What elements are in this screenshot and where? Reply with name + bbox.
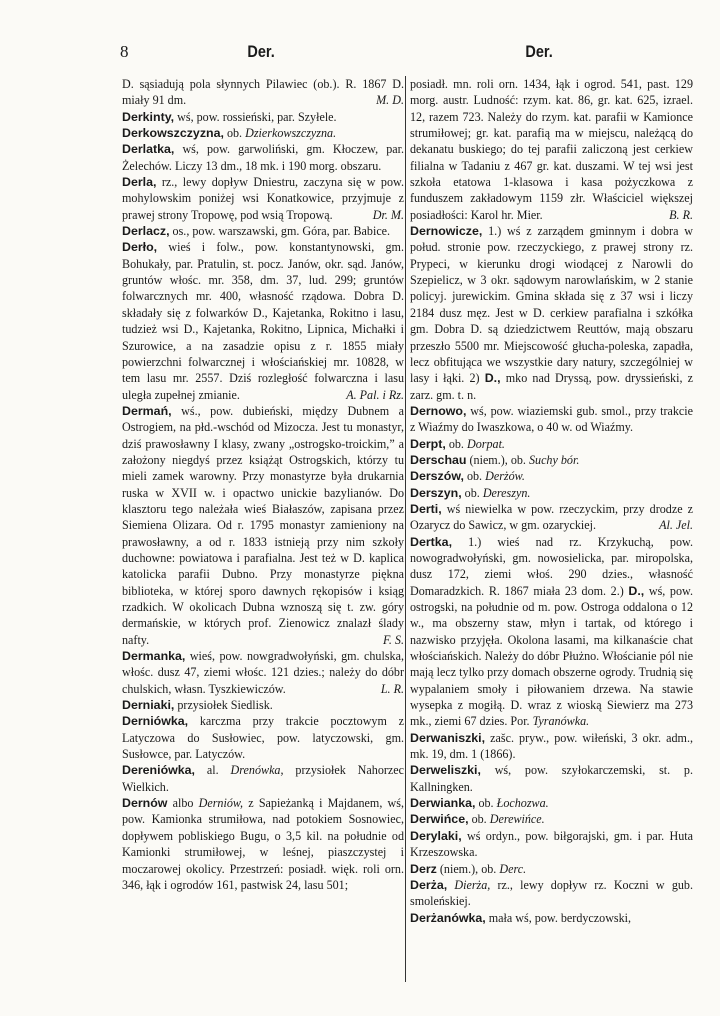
entry-headword: Derschau (410, 452, 467, 467)
dictionary-entry (410, 877, 693, 910)
entry-reference: Derc. (499, 861, 527, 876)
entry-text: ob. (461, 485, 483, 500)
dictionary-entry (410, 223, 693, 403)
entry-reference: Łochozwa. (496, 796, 549, 811)
entry-headword: Derylaki, (410, 828, 462, 843)
author-signature: Dr. M. (372, 207, 404, 222)
dictionary-entry (122, 403, 404, 648)
entry-headword: Derwaniszki, (410, 730, 486, 745)
entry-text: ob. (445, 436, 467, 451)
left-column (122, 76, 404, 893)
entry-headword: Derwińce, (410, 812, 469, 827)
entry-text: wś, pow. ostrogski, na południe od m. pow. Ostroga oddalona o 12 w., ma obszerny staw, młyn i tartak, od którego i nazwisko przyjęła. Okolona lasami, ma kilkanaście chat włościańskich. Należy do dóbr Płużno. Włościanie pól nie mają lecz tylko przy domach obszerne ogrody. Trudnią się wypalaniem smoły i piłowaniem drzewa. Na stawie wysepka z mogiłą. D. wraz z wioską Siewierz ma 273 mk., ziemi 67 dzies. Por. (410, 583, 693, 729)
right-column (410, 76, 693, 926)
dictionary-entry (122, 795, 404, 893)
dictionary-entry (122, 223, 404, 239)
dictionary-entry (122, 762, 404, 795)
entry-text: ob. (475, 796, 497, 811)
entry-text: wś, pow. rossieński, par. Szyłele. (174, 109, 337, 124)
dictionary-entry (122, 125, 404, 141)
entry-reference: Tyranówka. (532, 714, 590, 729)
entry-text: 1.) wś z zarządem gminnym i dobra w połud. stronie pow. rzeczyckiego, z prawej strony rz. Prypeci, w kierunku drogi wiodącej z Narowli do Szepielicz, w 3 okr. sądowym narowlańskim, w 2 stanie policyj. jurewickim. Gmina składa się z 37 wsi i liczy 2184 dusz męz. Jest w D. cerkiew parafialna i szkółka gm. Dobra D. są dziedzictwem Reuttów, mają obszaru przeszło 5500 mr. Miejscowość głucha-poleska, zapadła, lecz obfitująca we wszystkie dary natury, szczególniej w lasy i łąki. 2) (410, 224, 693, 386)
entry-text: mko nad Dryssą, pow. dryssieński, z zarz. gm. t. n. (410, 371, 693, 402)
entry-text: wś niewielka w pow. rzeczyckim, przy drodze z Ozarycz do Sawicz, w gm. ozaryckiej. (410, 501, 693, 533)
entry-headword: Derz (410, 861, 437, 876)
dictionary-entry (410, 730, 693, 763)
author-signature: Al. Jel. (659, 518, 693, 533)
entry-text: wś ordyn., pow. biłgorajski, gm. i par. Huta Krzeszowska. (410, 828, 693, 860)
dictionary-entry (122, 713, 404, 762)
dictionary-entry (410, 436, 693, 452)
entry-headword: Derlacz, (122, 224, 170, 239)
dictionary-entry (122, 141, 404, 174)
entry-text: mała wś, pow. berdyczowski, (485, 910, 632, 925)
dictionary-entry (122, 109, 404, 125)
entry-text: posiadł. mn. roli orn. 1434, łąk i ogrod. 541, past. 129 morg. austr. Ludność: rzym. kat. 86, gr. kat. 625, izrael. 12, razem 723. Należy do rzym. kat. parafii w Kamionce strumiłowej; gr. kat. parafią ma w miejscu, należącą do dekanatu buskiego; do tej parafii zaliczoną jest cerkiew filialna w Tadaniu z 467 gr. kat. duszami. W tej wsi jest szkoła etatowa 1-klasowa i kasa pożyczkowa z funduszem zakładowym 1159 złr. Właściciel większej posiadłości: Karol hr. Mier. (410, 77, 693, 222)
author-signature: M. D. (376, 93, 404, 108)
entry-headword: Derweliszki, (410, 763, 481, 778)
entry-text: wś, pow. szyłokarczemski, st. p. Kallningken. (410, 763, 693, 794)
dictionary-entry (410, 468, 693, 484)
entry-text: wieś, pow. nowgradwołyński, gm. chulska, włośc. dusz 47, ziemi włośc. 121 dzies.; należy do dóbr chulskich, własn. Tyszkiewiczów. (122, 649, 404, 696)
entry-headword: Derwianka, (410, 796, 476, 811)
entry-text: ob. (463, 469, 486, 484)
entry-reference: Dereszyn. (482, 485, 531, 500)
entry-reference: Derewińce. (489, 812, 545, 827)
entry-headword: Derszyn, (410, 485, 462, 500)
entry-headword: Derża, (410, 877, 448, 892)
running-head-right: Der. (525, 42, 553, 61)
entry-headword: Dermań, (122, 403, 172, 418)
entry-text: rz., lewy dopływ rz. Koczni w gub. smoleńskiej. (410, 877, 693, 909)
dictionary-entry (410, 795, 693, 811)
entry-headword: Dernowicze, (410, 224, 483, 239)
entry-reference: Dorpat. (466, 436, 505, 451)
dictionary-entry (122, 648, 404, 697)
entry-text: ob. (223, 126, 246, 141)
entry-text: (niem.), ob. (466, 452, 529, 467)
entry-headword: Dernowo, (410, 403, 467, 418)
entry-text: 1.) wieś nad rz. Krzykuchą, pow. nowogradwołyński, gm. nowosielicka, par. miropolska, dusz 172, ziemi włoś. 290 dzies., własność Domaradzkich. R. 1867 miała 23 dom. 2.) (410, 534, 693, 598)
entry-reference: Dzierkowszczyzna. (245, 126, 337, 141)
entry-headword: Derti, (410, 501, 442, 516)
running-head-left: Der. (247, 42, 275, 61)
entry-reference: Derżów. (485, 469, 525, 484)
dictionary-entry (410, 861, 693, 877)
entry-text: wś., pow. dubieński, między Dubnem a Ostrogiem, na płd.-wschód od Mizocza. Jest tu monastyr, dziś prawosławny I klasy, zwany „ostrogsko-troickim,” a założony niegdyś przez książąt Ostrogskich, którzy tu mieli zamek warowny. Przy monastyrze była drukarnia ruska w XVII w. i opactwo unickie bazylianów. Do klasztoru tego należała wieś Białaszów, zapisana przez Siemiena Olizara. Od r. 1795 monastyr zamieniony na prawosławny, a od r. 1833 istnieją przy nim szkoły duchowne: powiatowa i parafialna. Jest też w D. kaplica katolicka parafii Dubno. Przy monastyrze piękna biblioteka, w której sporo dawnych rękopisów i ksiąg rzadkich. W okolicach Dubna wznoszą się t. zw. góry dermańskie, w których prof. Zienowicz znalazł ślady nafty. (122, 403, 404, 647)
entry-text: przysiołek Nahorzec Wielkich. (122, 763, 404, 794)
entry-text: z Sapieżanką i Majdanem, wś, pow. Kamionka strumiłowa, nad potokiem Sosnowiec, dopływem pobliskiego Bugu, o 3,5 kil. na południe od Kamionki strumiłowej, w leśnej, piaszczystej i moczarowej okolicy. Przestrzeń: posiadł. więk. roli orn. 346, łąk i ogrodów 161, pastwisk 24, lasu 501; (122, 796, 404, 892)
entry-headword: Dermanka, (122, 649, 186, 664)
dictionary-entry (410, 534, 693, 730)
entry-text: albo (167, 796, 199, 811)
entry-headword: Derpt, (410, 436, 446, 451)
entry-text: zašc. pryw., pow. wiłeński, 3 okr. adm., mk. 19, dm. 1 (1866). (410, 730, 693, 762)
entry-headword: Dertka, (410, 534, 453, 549)
entry-headword: Derniaki, (122, 698, 175, 713)
dictionary-entry (410, 501, 693, 534)
entry-headword: Derlatka, (122, 142, 175, 157)
entry-text: wś, pow. wiaziemski gub. smol., przy trakcie z Wiaźmy do Iwaszkowa, o 40 w. od Wiaźmy. (410, 403, 693, 435)
dictionary-entry (410, 485, 693, 501)
entry-subheadword: D., (484, 371, 501, 386)
author-signature: A. Pal. i Rz. (346, 387, 404, 402)
dictionary-entry (122, 239, 404, 402)
entry-reference: Suchy bór. (528, 452, 580, 467)
entry-headword: Derkowszczyzna, (122, 126, 224, 141)
entry-text: rz., lewy dopływ Dniestru, zaczyna się w pow. mohylowskim poniżej wsi Konatkowice, przyjmuje z prawej strony Tropowę, pod wsią Tropową. (122, 175, 404, 222)
dictionary-entry (410, 452, 693, 468)
entry-text: (niem.), ob. (436, 861, 500, 876)
entry-headword: Derniówka, (122, 714, 189, 729)
column-divider (405, 76, 406, 982)
entry-text: przysiołek Siedlisk. (174, 698, 273, 713)
dictionary-entry (410, 811, 693, 827)
author-signature: B. R. (669, 207, 693, 222)
entry-text: wś, pow. garwoliński, gm. Kłoczew, par. Żelechów. Liczy 13 dm., 18 mk. i 190 morg. obszaru. (122, 142, 404, 173)
dictionary-entry (410, 910, 693, 926)
entry-text: al. (195, 763, 231, 778)
page-number: 8 (120, 42, 129, 61)
author-signature: F. S. (383, 632, 404, 647)
entry-reference: Derniów, (198, 796, 244, 811)
entry-text: karczma przy trakcie pocztowym z Latyczowa do Susłowiec, pow. latyczowski, gm. Susłowce, par. Latyczów. (122, 714, 404, 762)
dictionary-entry (410, 76, 693, 223)
entry-text: ob. (468, 812, 490, 827)
dictionary-entry (122, 76, 404, 109)
entry-headword: Dereniówka, (122, 763, 195, 778)
entry-headword: Derszów, (410, 469, 464, 484)
entry-text: wieś i folw., pow. konstantynowski, gm. Bohukały, par. Pratulin, st. pocz. Janów, okr. sąd. Janów, gruntów włośc. mr. 358, dm. 37, lud. 299; gruntów folwarcznych mr. 400, własność rządowa. Dobra D. składały się z folwarków D., Kajetanka, Rokitno i lasu, tudzież wsi D., Kajetanka, Rokitno, Lipnica, Michałki i Szurowice, a na zasadzie opisu z r. 1855 miały powierzchni folwarcznej i włościańskiej mr. 10828, w tem lasu mr. 2557. Dziś rozległość folwarczna i lasu uległa zupełnej zmianie. (122, 240, 404, 402)
dictionary-entry (122, 697, 404, 713)
author-signature: L. R. (380, 681, 404, 696)
dictionary-entry (410, 828, 693, 861)
dictionary-entry (410, 762, 693, 795)
entry-headword: Derżanówka, (410, 910, 486, 925)
entry-text: os., pow. warszawski, gm. Góra, par. Babice. (169, 224, 391, 239)
entry-reference: Drenówka, (230, 763, 284, 778)
entry-headword: Derla, (122, 175, 157, 190)
dictionary-entry (410, 403, 693, 436)
dictionary-entry (122, 174, 404, 223)
entry-headword: Derło, (122, 240, 158, 255)
entry-subheadword: D., (628, 583, 645, 598)
entry-headword: Derkinty, (122, 109, 175, 124)
entry-text: D. sąsiadują pola słynnych Pilawiec (ob.). R. 1867 D. miały 91 dm. (122, 77, 404, 108)
entry-reference: Dierża, (454, 877, 491, 892)
entry-headword: Dernów (122, 796, 168, 811)
